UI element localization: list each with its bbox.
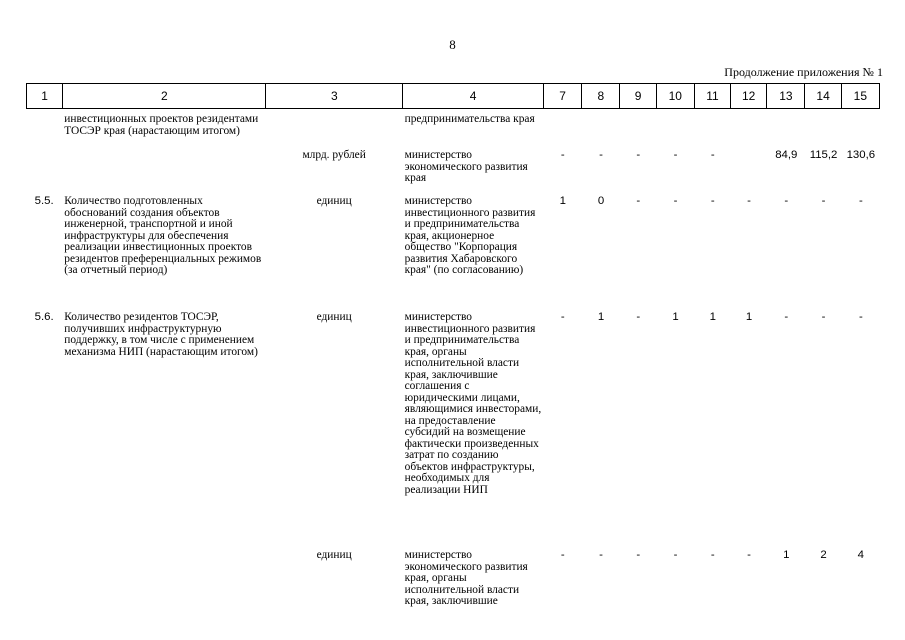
row-number — [26, 114, 62, 150]
value-cell — [767, 114, 805, 150]
responsible-org: министерство инвестиционного развития и предпринимательства края, акционерное общество "Корпорация развития Хабаровского края" (по согласованию) — [404, 195, 536, 276]
value-cell: - — [673, 549, 678, 561]
value-cell: 130,6 — [846, 149, 876, 161]
value-cell: - — [821, 195, 826, 207]
column-header: 8 — [582, 84, 620, 109]
value-cell: - — [560, 311, 565, 323]
value-cell: - — [710, 149, 715, 161]
column-header: 15 — [841, 84, 879, 109]
responsible-org: министерство экономического развития края — [404, 149, 528, 184]
unit-cell: единиц — [316, 549, 352, 561]
value-cell: 2 — [820, 549, 827, 561]
value-cell: - — [747, 549, 751, 561]
value-cell: - — [599, 549, 603, 561]
value-cell — [620, 114, 656, 150]
value-cell: - — [560, 149, 565, 161]
column-header: 12 — [731, 84, 767, 109]
column-header: 1 — [27, 84, 63, 109]
value-cell: - — [636, 149, 641, 161]
value-cell: - — [821, 311, 826, 323]
responsible-org: министерство инвестиционного развития и предпринимательства края, органы исполнительной власти края, заключившие соглашения с юридическими лицами, являющимися инвесторами, на предоставление субсидий на возмещение фактически произведенных затрат по созданию объектов инфраструктуры, необходимых для реализации НИП — [404, 311, 542, 496]
value-cell: - — [673, 149, 678, 161]
value-cell: - — [784, 195, 789, 207]
row-number: 5.6. — [34, 311, 54, 323]
indicator-name: Количество подготовленных обоснований создания объектов инженерной, транспортной и иной инфраструктуры для обеспечения реализации инвестиционных проектов резидентов преференциальных режимов (за отчетный период) — [64, 195, 262, 276]
value-cell: 1 — [597, 311, 605, 323]
row-number — [26, 550, 62, 620]
value-cell: 1 — [709, 311, 716, 323]
value-cell: 4 — [857, 549, 864, 561]
row-number: 5.5. — [34, 195, 54, 207]
column-header: 3 — [266, 84, 403, 109]
value-cell — [582, 114, 620, 150]
column-header: 9 — [620, 84, 656, 109]
responsible-org: предпринимательства края — [404, 113, 535, 125]
value-cell: - — [710, 195, 715, 207]
value-cell: 1 — [559, 195, 566, 207]
value-cell — [842, 114, 880, 150]
value-cell: 0 — [597, 195, 605, 207]
column-header: 10 — [656, 84, 694, 109]
value-cell — [544, 114, 582, 150]
value-cell: - — [599, 149, 603, 161]
value-cell: - — [858, 195, 863, 207]
column-header: 14 — [805, 84, 841, 109]
value-cell: 115,2 — [809, 149, 838, 161]
table-row — [26, 114, 880, 150]
value-cell: - — [858, 311, 863, 323]
indicator-name — [62, 550, 265, 620]
row-number — [26, 150, 62, 196]
value-cell: 84,9 — [775, 149, 798, 161]
value-cell — [731, 150, 767, 196]
value-cell: 1 — [672, 311, 679, 323]
table-row — [26, 550, 880, 620]
value-cell — [731, 114, 767, 150]
value-cell — [656, 114, 694, 150]
value-cell: - — [560, 549, 565, 561]
unit-cell: единиц — [316, 311, 352, 323]
value-cell: - — [673, 195, 678, 207]
column-header: 13 — [767, 84, 805, 109]
value-cell: - — [747, 195, 751, 207]
value-cell: - — [636, 549, 641, 561]
indicator-name: инвестиционных проектов резидентами ТОСЭР края (нарастающим итогом) — [64, 113, 259, 137]
value-cell: 1 — [783, 549, 790, 561]
page-number: 8 — [449, 37, 456, 52]
value-cell: - — [710, 549, 715, 561]
column-header: 2 — [63, 84, 266, 109]
value-cell — [695, 114, 731, 150]
column-header: 4 — [403, 84, 544, 109]
column-header: 7 — [544, 84, 582, 109]
value-cell: - — [636, 311, 641, 323]
column-header: 11 — [694, 84, 730, 109]
value-cell: - — [784, 311, 789, 323]
value-cell: 1 — [745, 311, 753, 323]
responsible-org: министерство экономического развития края, органы исполнительной власти края, заключившие — [404, 549, 528, 607]
indicator-name: Количество резидентов ТОСЭР, получивших инфраструктурную поддержку, в том числе с применением механизма НИП (нарастающим итогом) — [64, 311, 258, 358]
value-cell — [805, 114, 841, 150]
continuation-label: Продолжение приложения № 1 — [724, 65, 883, 79]
table-row — [26, 312, 880, 550]
table-body — [26, 114, 880, 620]
indicator-name — [62, 150, 265, 196]
table-row — [26, 150, 880, 196]
value-cell: - — [636, 195, 641, 207]
table-header — [26, 83, 880, 109]
unit-cell — [266, 114, 403, 150]
unit-cell: млрд. рублей — [302, 149, 366, 161]
table-row — [26, 196, 880, 312]
unit-cell: единиц — [316, 195, 352, 207]
